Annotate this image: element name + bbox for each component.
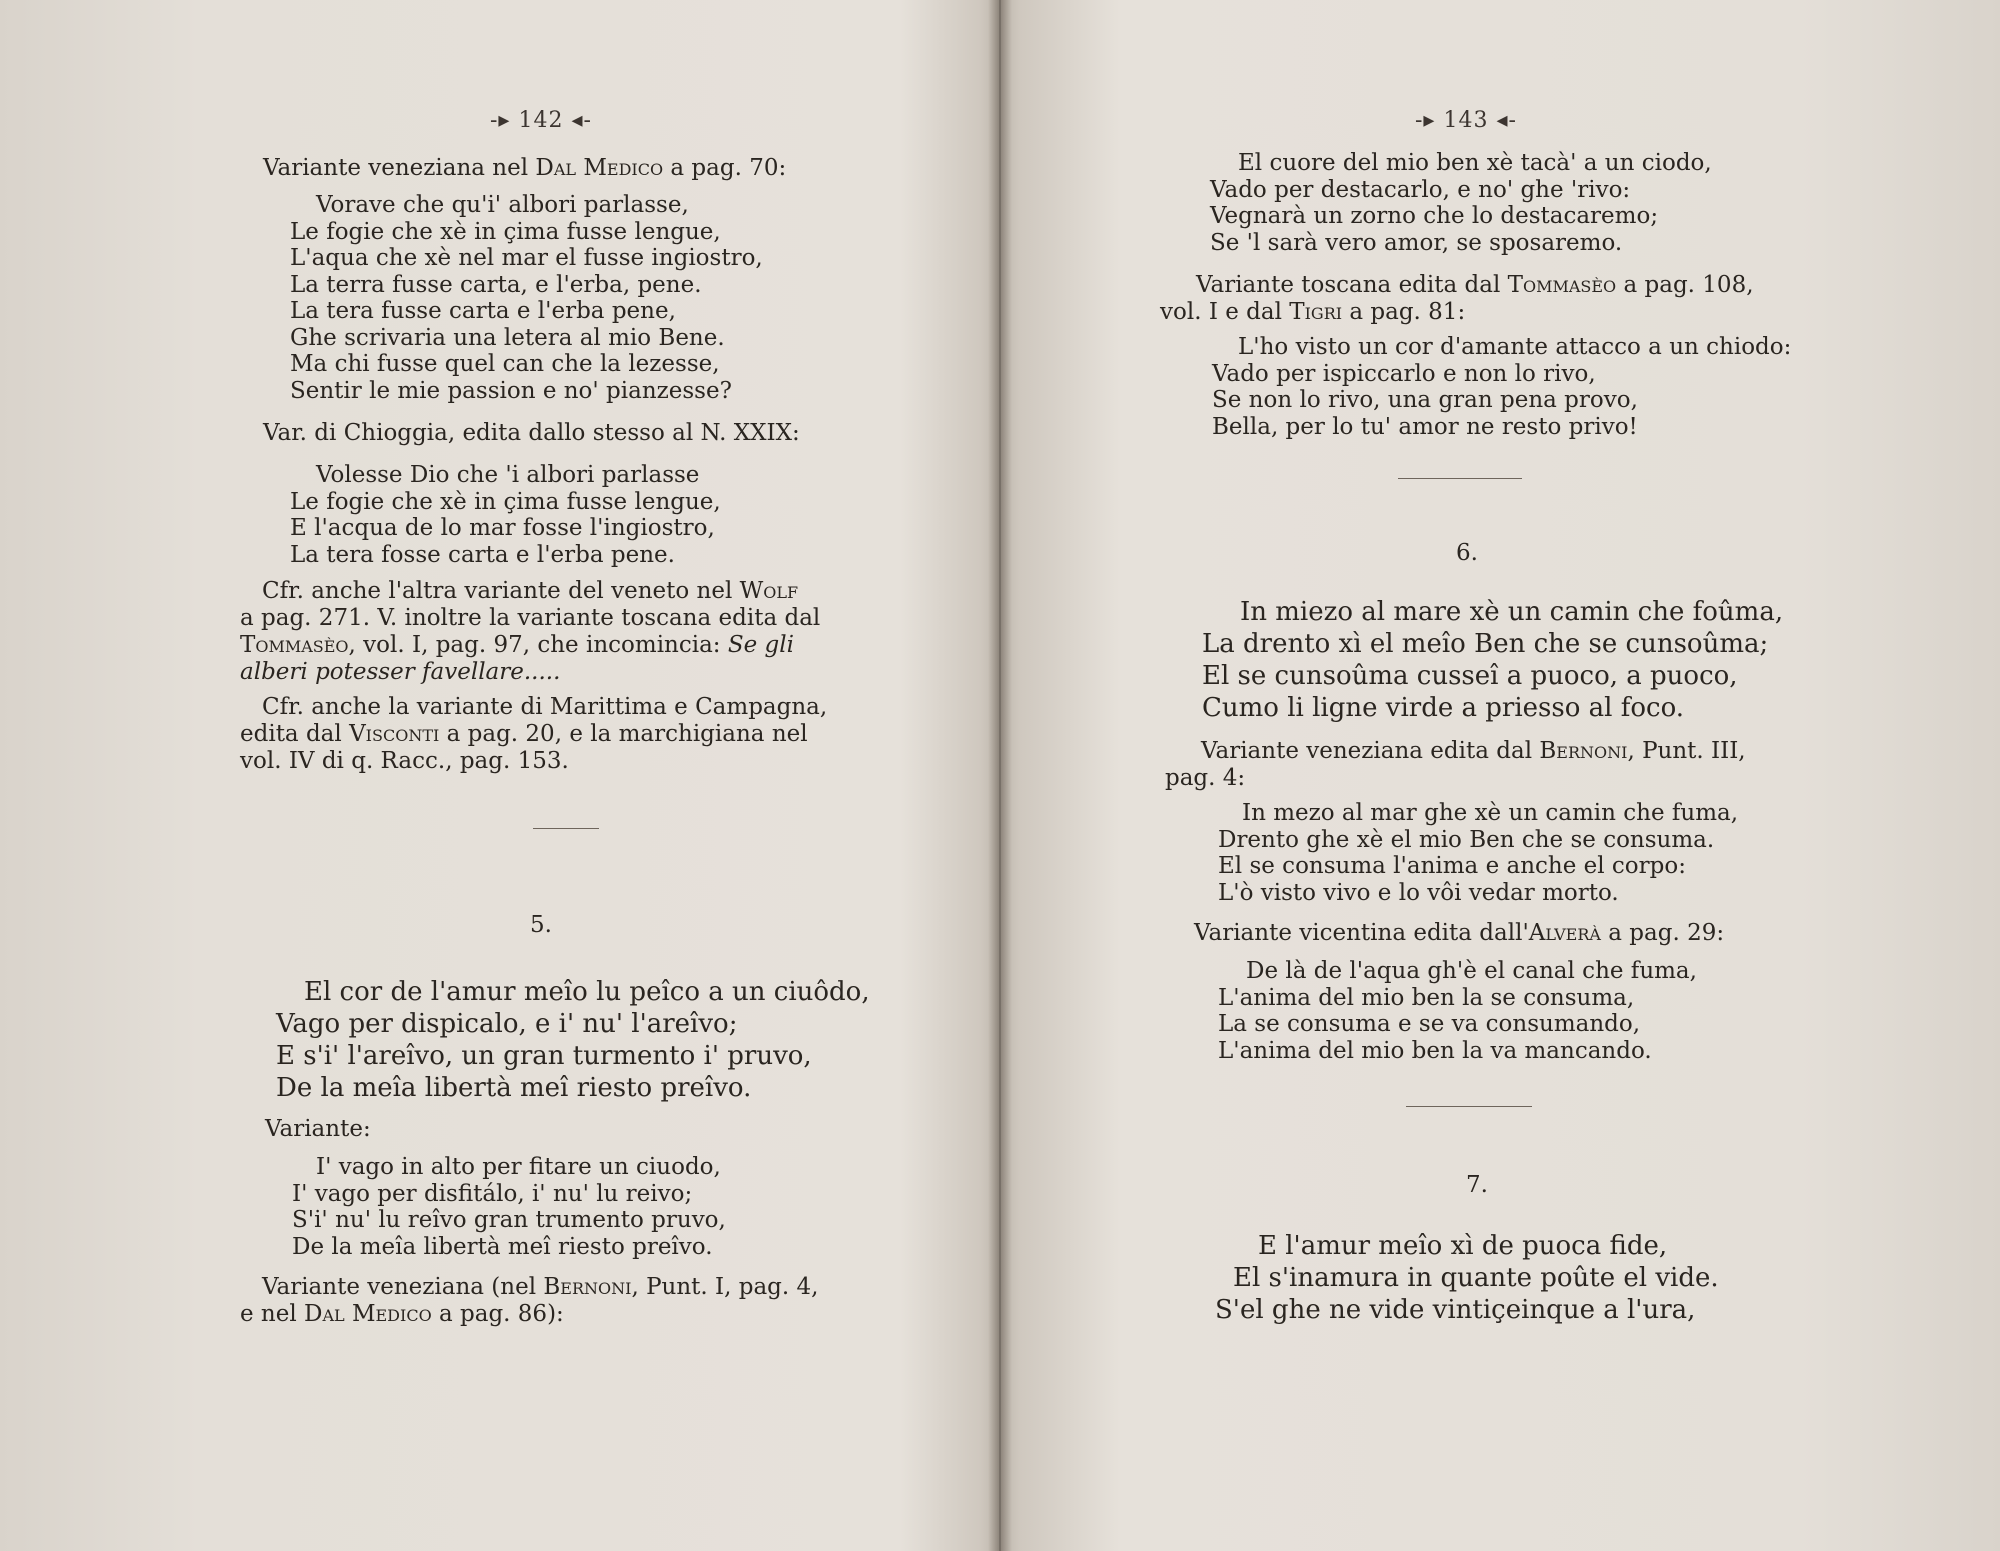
intro-text: a pag. 29: (1600, 920, 1725, 946)
author-name: Bernoni (1539, 738, 1628, 764)
author-name: Wolf (739, 578, 799, 604)
verse-line: Volesse Dio che 'i albori parlasse (316, 462, 700, 488)
intro-text: a pag. 81: (1342, 299, 1466, 325)
author-name: Dal Medico (535, 155, 664, 181)
verse-line: L'aqua che xè nel mar el fusse ingiostro, (290, 245, 763, 271)
author-name: Tommasèo (240, 632, 349, 658)
author-name: Alverà (1528, 920, 1601, 946)
section-divider (1406, 1106, 1532, 1107)
intro-variante: Variante: (265, 1116, 371, 1142)
intro-text: a pag. 86): (431, 1301, 564, 1327)
poem-line: E l'amur meîo xì de puoca fide, (1258, 1231, 1668, 1261)
verse-line: Ghe scrivaria una letera al mio Bene. (290, 324, 725, 351)
verse-line: Bella, per lo tu' amor ne resto privo! (1212, 413, 1638, 440)
verse-line: Ma chi fusse quel can che la lezesse, (290, 351, 720, 377)
author-name: Tommasèo (1507, 272, 1617, 298)
verse-line: Vado per destacarlo, e no' ghe 'rivo: (1210, 176, 1631, 203)
intro-bernoni-dal-medico (240, 1274, 818, 1328)
poem-5 (276, 976, 870, 1104)
right-page-number (1415, 108, 1517, 133)
poem-line: Cumo li ligne virde a priesso al foco. (1202, 693, 1685, 723)
intro-text: Variante veneziana (nel (262, 1274, 544, 1300)
verse-line: L'ho visto un cor d'amante attacco a un chiodo: (1238, 334, 1792, 360)
intro-text: a pag. 70: (663, 155, 787, 181)
intro-text: e nel (240, 1301, 305, 1327)
verse-line: E l'acqua de lo mar fosse l'ingiostro, (290, 515, 715, 541)
poem-7 (1215, 1230, 1719, 1326)
verse-tuscan (1212, 334, 1791, 440)
folio-mark-after: ◂- (1496, 108, 1517, 133)
verse-line: L'anima del mio ben la va mancando. (1218, 1037, 1652, 1064)
folio-mark-before: -▸ (1415, 108, 1436, 133)
poem-line: La drento xì el meîo Ben che se cunsoûma; (1202, 629, 1769, 659)
note-visconti (240, 694, 827, 775)
intro-text: a pag. 108, (1616, 272, 1754, 298)
right-page (1010, 0, 2000, 1551)
author-name: Visconti (349, 721, 440, 747)
verse-line: De la meîa libertà meî riesto preîvo. (292, 1233, 713, 1260)
verse-bernoni (1218, 800, 1738, 906)
note-text: vol. IV di q. Racc., pag. 153. (240, 748, 569, 774)
intro-bernoni (1165, 738, 1746, 792)
poem-line: E s'i' l'areîvo, un gran turmento i' pruvo, (276, 1041, 812, 1071)
intro-chioggia: Var. di Chioggia, edita dallo stesso al N. XXIX: (263, 420, 800, 446)
verse-line: La terra fusse carta, e l'erba, pene. (290, 271, 702, 298)
section-number-7: 7. (1466, 1172, 1488, 1198)
intro-text: Variante veneziana edita dal (1201, 738, 1540, 764)
verse-line: L'ò visto vivo e lo vôi vedar morto. (1218, 879, 1619, 906)
verse-variante (292, 1154, 726, 1260)
folio-mark-after: ◂- (571, 108, 592, 133)
note-text: Cfr. anche la variante di Marittima e Campagna, (262, 694, 828, 720)
intro-text: vol. I e dal (1160, 299, 1290, 325)
verse-line: In mezo al mar ghe xè un camin che fuma, (1242, 800, 1739, 826)
note-text: a pag. 271. V. inoltre la variante toscana edita dal (240, 605, 821, 631)
verse-ciodo (1210, 150, 1712, 256)
intro-text: Variante veneziana nel (263, 155, 536, 181)
section-divider (1398, 478, 1522, 479)
page-number: 143 (1443, 108, 1489, 133)
verse-line: Drento ghe xè el mio Ben che se consuma. (1218, 826, 1715, 853)
intro-text: , Punt. I, pag. 4, (631, 1274, 819, 1300)
verse-line: De là de l'aqua gh'è el canal che fuma, (1246, 958, 1697, 984)
intro-tommaseo-tigri (1160, 272, 1754, 326)
intro-alvera (1194, 920, 1724, 947)
verse-venetian-variant (290, 192, 763, 404)
verse-chioggia (290, 462, 721, 568)
verse-line: I' vago per disfitálo, i' nu' lu reivo; (292, 1180, 693, 1207)
intro-text: Variante vicentina edita dall' (1194, 920, 1529, 946)
section-divider (533, 828, 599, 829)
verse-line: Vegnarà un zorno che lo destacaremo; (1210, 203, 1659, 229)
section-number-6: 6. (1456, 540, 1478, 566)
poem-line: El cor de l'amur meîo lu peîco a un ciuôdo, (304, 977, 870, 1007)
verse-line: La se consuma e se va consumando, (1218, 1011, 1641, 1037)
verse-line: I' vago in alto per fitare un ciuodo, (316, 1154, 721, 1180)
left-page-number (490, 108, 592, 133)
poem-line: Vago per dispicalo, e i' nu' l'areîvo; (276, 1009, 738, 1039)
page-number: 142 (518, 108, 564, 133)
section-number-5: 5. (530, 912, 552, 938)
intro-text: Variante toscana edita dal (1196, 272, 1508, 298)
intro-text: , Punt. III, (1627, 738, 1746, 764)
left-page (0, 0, 990, 1551)
note-text: , vol. I, pag. 97, che incomincia: (348, 632, 728, 658)
author-name: Tigri (1289, 299, 1343, 325)
intro-dal-medico (263, 155, 786, 182)
poem-line: De la meîa libertà meî riesto preîvo. (276, 1073, 752, 1103)
note-wolf-tommaseo (240, 578, 820, 686)
verse-line: Se 'l sarà vero amor, se sposaremo. (1210, 229, 1623, 256)
verse-line: Le fogie che xè in çima fusse lengue, (290, 488, 721, 515)
folio-mark-before: -▸ (490, 108, 511, 133)
poem-6 (1202, 596, 1783, 724)
poem-line: In miezo al mare xè un camin che foûma, (1240, 597, 1784, 627)
note-text: a pag. 20, e la marchigiana nel (439, 721, 808, 747)
poem-line: El s'inamura in quante poûte el vide. (1233, 1263, 1719, 1293)
verse-alvera (1218, 958, 1697, 1064)
quoted-incipit: alberi potesser favellare..... (240, 659, 561, 685)
note-text: Cfr. anche l'altra variante del veneto nel (262, 578, 740, 604)
verse-line: Vado per ispiccarlo e non lo rivo, (1212, 360, 1596, 387)
verse-line: La tera fosse carta e l'erba pene. (290, 541, 675, 568)
poem-line: El se cunsoûma cusseî a puoco, a puoco, (1202, 661, 1738, 691)
verse-line: El se consuma l'anima e anche el corpo: (1218, 853, 1686, 879)
verse-line: S'i' nu' lu reîvo gran trumento pruvo, (292, 1207, 726, 1233)
verse-line: Le fogie che xè in çima fusse lengue, (290, 218, 721, 245)
author-name: Bernoni (543, 1274, 632, 1300)
note-text: edita dal (240, 721, 350, 747)
verse-line: Se non lo rivo, una gran pena provo, (1212, 387, 1638, 413)
poem-line: S'el ghe ne vide vintiçeinque a l'ura, (1215, 1295, 1696, 1325)
book-spine (988, 0, 1012, 1551)
verse-line: La tera fusse carta e l'erba pene, (290, 298, 676, 324)
verse-line: Vorave che qu'i' albori parlasse, (316, 192, 689, 218)
verse-line: L'anima del mio ben la se consuma, (1218, 984, 1635, 1011)
intro-text: pag. 4: (1165, 765, 1246, 791)
author-name: Dal Medico (304, 1301, 432, 1327)
verse-line: El cuore del mio ben xè tacà' a un ciodo, (1238, 150, 1712, 176)
verse-line: Sentir le mie passion e no' pianzesse? (290, 377, 732, 404)
quoted-incipit: Se gli (727, 632, 794, 658)
